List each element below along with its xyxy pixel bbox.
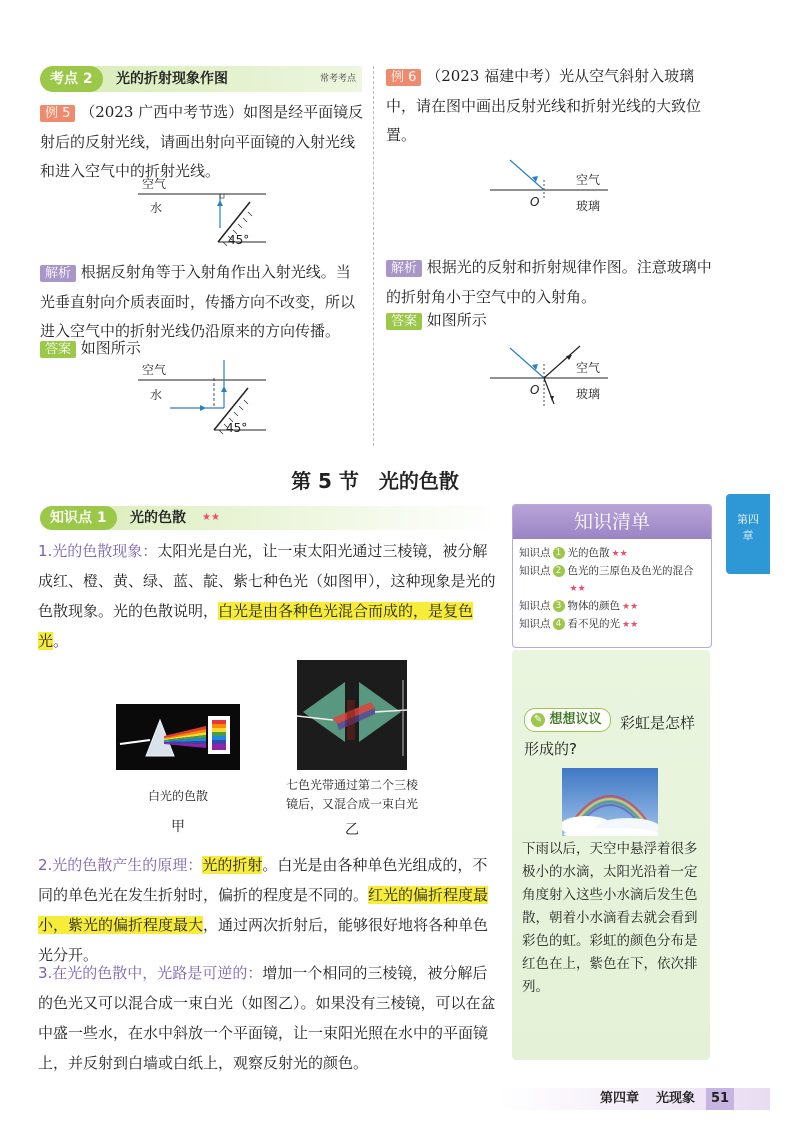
fig-ex5-angle: 45° xyxy=(228,233,250,247)
figure-yi-caption-2: 镜后，又混合成一束白光 xyxy=(285,797,418,811)
fig-ans-left-angle: 45° xyxy=(226,421,248,435)
column-divider xyxy=(373,66,374,446)
checklist-item-prefix: 知识点 xyxy=(519,547,551,559)
figure-jia-photo xyxy=(116,704,240,770)
answer-right-text: 如图所示 xyxy=(426,311,487,329)
kaodian-tag: 常考考点 xyxy=(319,74,356,84)
checklist-item-body xyxy=(568,563,706,598)
think-badge-label: 想想议议 xyxy=(549,712,602,727)
analysis-right xyxy=(386,253,722,312)
fig-ex6-o: O xyxy=(530,195,540,209)
chapter-tab-line1: 第四 xyxy=(737,513,759,526)
p1-head: 1.光的色散现象： xyxy=(38,542,158,560)
kaodian-header xyxy=(40,66,362,92)
example-6-label: 例 6 xyxy=(386,69,421,86)
paragraph-2 xyxy=(38,850,502,970)
analysis-left-label: 解析 xyxy=(40,265,76,282)
p2-head: 2.光的色散产生的原理： xyxy=(38,856,203,874)
paragraph-1 xyxy=(38,536,502,656)
p3-head: 3.在光的色散中，光路是可逆的： xyxy=(38,964,263,982)
example-5-label: 例 5 xyxy=(40,105,75,122)
checklist-item xyxy=(519,563,705,598)
figure-jia-label: 甲 xyxy=(171,819,185,835)
checklist-item-number: 2 xyxy=(553,565,565,577)
checklist-item-text: 光的色散 xyxy=(567,547,610,559)
answer-left-text: 如图所示 xyxy=(80,339,141,357)
paragraph-3 xyxy=(38,958,502,1078)
p3-text: 增加一个相同的三棱镜，被分解后的色光又可以混合成一束白光（如图乙）。如果没有三棱镜，可以在盆中盛一些水，在水中斜放一个平面镜，让一束阳光照在水中的平面镜上，并反射到白墙或白纸上，观察反射光的颜色。 xyxy=(38,964,496,1072)
figure-yi-label: 乙 xyxy=(345,822,359,838)
figure-answer-right xyxy=(490,340,620,410)
checklist-item-stars: ★★ xyxy=(622,620,639,630)
checklist-item-number: 3 xyxy=(553,600,565,612)
example-6 xyxy=(386,62,722,150)
checklist-item xyxy=(519,616,705,634)
answer-right xyxy=(386,306,722,336)
footer-chapter: 第四章 xyxy=(600,1091,640,1106)
zhishidian-title: 光的色散 xyxy=(130,510,186,526)
chapter-tab xyxy=(726,494,770,574)
rainbow-photo xyxy=(562,768,658,836)
zhishidian-badge: 知识点 1 xyxy=(40,506,117,530)
p1-highlight: 白光是由各种色光混合而成的，是复色光 xyxy=(38,602,474,650)
fig-ex5-water: 水 xyxy=(150,201,163,215)
figure-ex5 xyxy=(130,172,270,250)
page-number: 51 xyxy=(706,1088,734,1110)
analysis-right-text: 根据光的反射和折射规律作图。注意玻璃中的折射角小于空气中的入射角。 xyxy=(386,258,712,306)
fig-ans-left-water: 水 xyxy=(150,388,163,402)
checklist-item-text: 物体的颜色 xyxy=(567,600,620,612)
checklist-box xyxy=(512,504,712,648)
fig-ex6-glass: 玻璃 xyxy=(576,199,601,213)
zhishidian-stars: ★★ xyxy=(202,512,220,523)
checklist-item-prefix: 知识点 xyxy=(519,600,551,612)
example-5-text: （2023 广西中考节选）如图是经平面镜反射后的反射光线，请画出射向平面镜的入射光线和进入空气中的折射光线。 xyxy=(40,103,364,180)
checklist-item-prefix: 知识点 xyxy=(519,618,551,630)
fig-ans-left-air: 空气 xyxy=(142,363,167,377)
checklist-item-number: 4 xyxy=(553,618,565,630)
think-question: 彩虹是怎样形成的? xyxy=(524,714,696,758)
checklist-title: 知识清单 xyxy=(513,505,711,539)
checklist-item-body xyxy=(568,598,639,616)
analysis-right-label: 解析 xyxy=(386,260,422,277)
checklist-items xyxy=(513,539,711,634)
figure-jia-caption: 白光的色散 xyxy=(147,789,208,803)
answer-right-label: 答案 xyxy=(386,313,422,330)
fig-ex5-air: 空气 xyxy=(142,177,167,191)
fig-ex6-air: 空气 xyxy=(576,173,601,187)
figure-answer-left xyxy=(130,360,280,440)
checklist-item xyxy=(519,598,705,616)
figure-yi-photo xyxy=(297,660,407,770)
fig-ans-right-glass: 玻璃 xyxy=(576,387,601,401)
p2-highlight-2: 红光的偏折程度最小，紫光的偏折程度最大 xyxy=(38,886,489,934)
answer-left-label: 答案 xyxy=(40,341,76,358)
fig-ans-right-o: O xyxy=(530,383,540,397)
checklist-item-body xyxy=(568,545,628,563)
p1-end: 。 xyxy=(53,632,69,650)
p1-text: 太阳光是白光，让一束太阳光通过三棱镜，被分解成红、橙、黄、绿、蓝、靛、紫七种色光（如图甲），这种现象是光的色散现象。光的色散说明， xyxy=(38,542,496,620)
figure-yi-caption-1: 七色光带通过第二个三棱 xyxy=(285,778,418,792)
think-text: 下雨以后，天空中悬浮着很多极小的水滴，太阳光沿着一定角度射入这些小水滴后发生色散，朝着小水滴看去就会看到彩色的虹。彩虹的颜色分布是红色在上，紫色在下，依次排列。 xyxy=(522,841,698,995)
example-6-text: （2023 福建中考）光从空气斜射入玻璃中，请在图中画出反射光线和折射光线的大致位置。 xyxy=(386,67,702,144)
think-icon: ✎ xyxy=(531,713,545,727)
chapter-tab-line2: 章 xyxy=(742,529,754,542)
checklist-item xyxy=(519,545,705,563)
checklist-item-stars: ★★ xyxy=(622,602,639,612)
checklist-item-stars: ★★ xyxy=(569,584,586,594)
kaodian-title: 光的折射现象作图 xyxy=(116,71,228,87)
checklist-item-text: 色光的三原色及色光的混合 xyxy=(567,565,694,577)
checklist-item-stars: ★★ xyxy=(611,549,628,559)
section-title: 第 5 节 光的色散 xyxy=(291,469,459,493)
p2-text-1: 。白光是由各种单色光组成的，不同的单色光在发生折射时，偏折的程度是不同的。 xyxy=(38,856,488,904)
footer-title: 光现象 xyxy=(656,1091,696,1106)
checklist-item-text: 看不见的光 xyxy=(567,618,620,630)
kaodian-badge: 考点 2 xyxy=(40,66,103,92)
think-box xyxy=(512,650,710,1060)
checklist-item-body xyxy=(568,616,639,634)
analysis-left-text: 根据反射角等于入射角作出入射光线。当光垂直射向介质表面时，传播方向不改变，所以进入空气中的折射光线仍沿原来的方向传播。 xyxy=(40,263,356,340)
zhishidian-header xyxy=(40,506,502,530)
analysis-left xyxy=(40,258,364,346)
figure-ex6 xyxy=(490,152,620,222)
p2-highlight-1: 光的折射 xyxy=(202,856,263,874)
checklist-item-prefix: 知识点 xyxy=(519,565,551,577)
fig-ans-right-air: 空气 xyxy=(576,361,601,375)
p2-text-2: ，通过两次折射后，能够很好地将各种单色光分开。 xyxy=(38,916,489,964)
checklist-item-number: 1 xyxy=(553,547,565,559)
